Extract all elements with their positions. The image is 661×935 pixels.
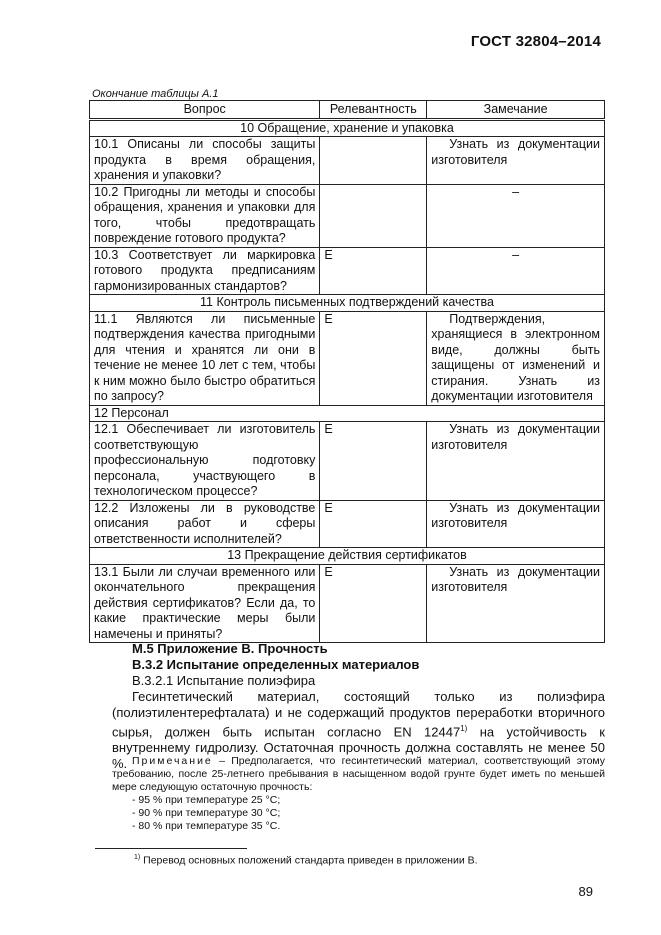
table-body [90, 119, 605, 643]
table-section-title: 13 Прекращение действия сертификатов [90, 548, 605, 565]
remark-cell: Узнать из документации изготовителя [427, 564, 605, 643]
question-cell: 11.1 Являются ли письменные подтверждения качества пригодными для чтения и хранятся ли они в течение не менее 10 лет с тем, чтобы к ним можно было быстро обратиться по запросу? [90, 311, 320, 405]
table-caption: Окончание таблицы А.1 [92, 88, 219, 100]
column-header-question: Вопрос [90, 101, 320, 120]
requirements-table [89, 100, 605, 643]
table-section-row [90, 405, 605, 422]
relevance-cell: Е [320, 422, 427, 501]
column-header-relevance: Релевантность [320, 101, 427, 120]
page-number: 89 [578, 884, 593, 899]
table-section-row [90, 119, 605, 137]
table-section-title: 11 Контроль письменных подтверждений качества [90, 295, 605, 312]
table-header-row [90, 101, 605, 120]
remark-cell: Узнать из документации изготовителя [427, 137, 605, 185]
document-code: ГОСТ 32804–2014 [470, 33, 601, 50]
table-row [90, 422, 605, 501]
question-cell: 12.1 Обеспечивает ли изготовитель соответствующую профессиональную подготовку персонала, участвующего в технологическом процессе? [90, 422, 320, 501]
table-section-title: 10 Обращение, хранение и упаковка [90, 119, 605, 137]
note-list-item: - 95 % при температуре 25 °С; [132, 794, 281, 806]
remark-cell: Узнать из документации изготовителя [427, 500, 605, 548]
question-cell: 10.1 Описаны ли способы защиты продукта в время обращения, хранения и упаковки? [90, 137, 320, 185]
note-list-item: - 90 % при температуре 30 °С; [132, 807, 281, 819]
test-heading: В.3.2 Испытание определенных материалов [132, 657, 420, 672]
column-header-remark: Замечание [427, 101, 605, 120]
table-section-title: 12 Персонал [90, 405, 605, 422]
table-row [90, 564, 605, 643]
footnote-text: Перевод основных положений стандарта приведен в приложении В. [140, 854, 478, 867]
table-section-row [90, 295, 605, 312]
relevance-cell: Е [320, 247, 427, 295]
question-cell: 10.3 Соответствует ли маркировка готового продукта предписаниям гармонизированных стандартов? [90, 247, 320, 295]
remark-cell: – [427, 247, 605, 295]
note-text [112, 755, 605, 794]
footnote [134, 854, 478, 867]
relevance-cell: Е [320, 500, 427, 548]
remark-cell: Подтверждения, хранящиеся в электронном виде, должны быть защищены от изменений и стирания. Узнать из документации изготовителя [427, 311, 605, 405]
body-paragraph-continuation: на устойчивость к внутреннему гидролизу. Остаточная прочность должна составлять не менее 50 %. [112, 724, 605, 772]
note-label: Примечание [132, 755, 213, 767]
relevance-cell [320, 137, 427, 185]
note-list-item: - 80 % при температуре 35 °С. [132, 820, 281, 832]
table-row [90, 247, 605, 295]
relevance-cell [320, 184, 427, 247]
table-row [90, 137, 605, 185]
footnote-reference: 1) [460, 724, 468, 733]
remark-cell: – [427, 184, 605, 247]
note-body: – Предполагается, что гесинтетический материал, соответствующий этому требованию, после 25-летнего пребывания в насыщенном водой грунте будет иметь по меньшей мере следующую остаточную прочность: [112, 755, 605, 793]
relevance-cell: Е [320, 564, 427, 643]
footnote-marker: 1) [134, 854, 141, 861]
annex-heading: М.5 Приложение В. Прочность [132, 641, 328, 656]
table-row [90, 184, 605, 247]
note-block [112, 755, 605, 833]
question-cell: 13.1 Были ли случаи временного или окончательного прекращения действия сертификатов? Если да, то какие практические меры были намечены и приняты? [90, 564, 320, 643]
note-list [112, 794, 605, 833]
footnote-separator [95, 848, 247, 849]
relevance-cell: Е [320, 311, 427, 405]
sub-heading: В.3.2.1 Испытание полиэфира [132, 673, 316, 688]
table-row [90, 311, 605, 405]
table-section-row [90, 548, 605, 565]
table-row [90, 500, 605, 548]
body-paragraph-text: Гесинтетический материал, состоящий только из полиэфира (полиэтилентерефталата) и не содержащий продуктов переработки вторичного сырья, должен быть испытан согласно EN 12447 [112, 689, 605, 740]
question-cell: 10.2 Пригодны ли методы и способы обращения, хранения и упаковки для того, чтобы предотвращать повреждение готового продукта? [90, 184, 320, 247]
remark-cell: Узнать из документации изготовителя [427, 422, 605, 501]
question-cell: 12.2 Изложены ли в руководстве описания работ и сферы ответственности исполнителей? [90, 500, 320, 548]
